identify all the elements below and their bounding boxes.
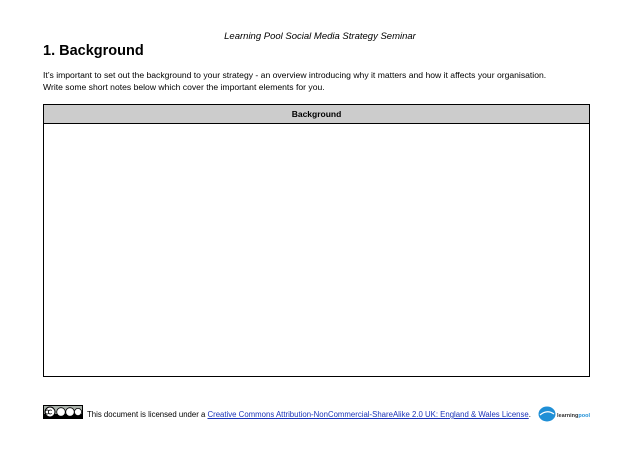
license-link[interactable]: Creative Commons Attribution-NonCommercial-ShareAlike 2.0 UK: England & Wales License [207,410,529,419]
footer [43,405,590,425]
logo-text-a: learning [557,413,579,419]
learning-pool-logo [538,405,590,423]
intro-line: It’s important to set out the background to your strategy - an overview introducing why it matters and how it affects your organisation. [43,70,547,80]
license-text [87,410,531,419]
background-notes-box [43,104,590,377]
svg-text:learningpool [557,413,590,419]
notes-box-header: Background [44,105,589,124]
license-suffix: . [528,410,531,419]
logo-text-b: pool [578,413,590,419]
intro-text [43,70,603,93]
intro-line: Write some short notes below which cover the important elements for you. [43,81,325,92]
cc-license-icon [43,405,83,419]
notes-area[interactable] [44,124,589,376]
document-header: Learning Pool Social Media Strategy Seminar [224,31,416,42]
page-title: 1. Background [43,43,144,59]
license-prefix: This document is licensed under a [87,410,208,419]
